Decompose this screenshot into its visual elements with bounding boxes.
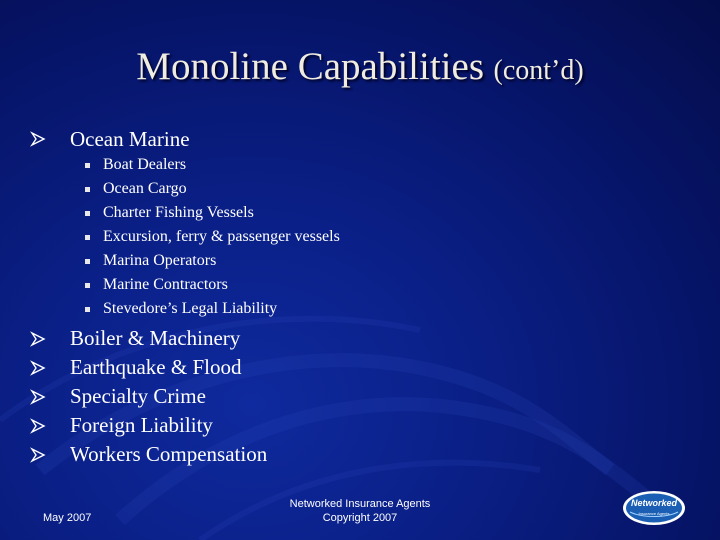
sub-bullet-stevedore: Stevedore’s Legal Liability	[103, 300, 278, 317]
arrowhead-icon	[30, 331, 46, 347]
sub-bullet-marina-operators: Marina Operators	[103, 252, 217, 269]
square-bullet-icon	[85, 211, 90, 216]
bullet-boiler-machinery: Boiler & Machinery	[70, 326, 241, 350]
bullet-foreign-liability: Foreign Liability	[70, 413, 213, 437]
square-bullet-icon	[85, 307, 90, 312]
bullet-earthquake-flood: Earthquake & Flood	[70, 355, 242, 379]
square-bullet-icon	[85, 235, 90, 240]
sub-bullet-marine-contractors: Marine Contractors	[103, 276, 228, 293]
sub-bullet-ocean-cargo: Ocean Cargo	[103, 180, 187, 197]
bullet-ocean-marine: Ocean Marine	[70, 127, 190, 151]
arrowhead-icon	[30, 418, 46, 434]
slide-title	[0, 44, 720, 89]
networked-logo	[622, 490, 686, 526]
square-bullet-icon	[85, 259, 90, 264]
sub-bullet-charter-fishing: Charter Fishing Vessels	[103, 204, 254, 221]
title-main: Monoline Capabilities	[136, 45, 485, 88]
bullet-specialty-crime: Specialty Crime	[70, 384, 206, 408]
sub-bullet-boat-dealers: Boat Dealers	[103, 156, 187, 173]
footer-company: Networked Insurance Agents	[289, 498, 431, 510]
bullet-workers-compensation: Workers Compensation	[70, 442, 268, 466]
square-bullet-icon	[85, 163, 90, 168]
logo-subtext: Insurance Agents	[638, 511, 670, 516]
arrowhead-icon	[30, 389, 46, 405]
footer-company-block	[250, 497, 470, 525]
title-paren: (cont’d)	[493, 55, 584, 86]
footer-date: May 2007	[43, 512, 92, 524]
footer-copyright: Copyright 2007	[322, 512, 398, 524]
square-bullet-icon	[85, 283, 90, 288]
logo-text: Networked	[630, 498, 677, 508]
square-bullet-icon	[85, 187, 90, 192]
arrowhead-icon	[30, 360, 46, 376]
arrowhead-icon	[30, 447, 46, 463]
arrowhead-icon	[30, 131, 46, 147]
sub-bullet-excursion: Excursion, ferry & passenger vessels	[103, 228, 340, 245]
